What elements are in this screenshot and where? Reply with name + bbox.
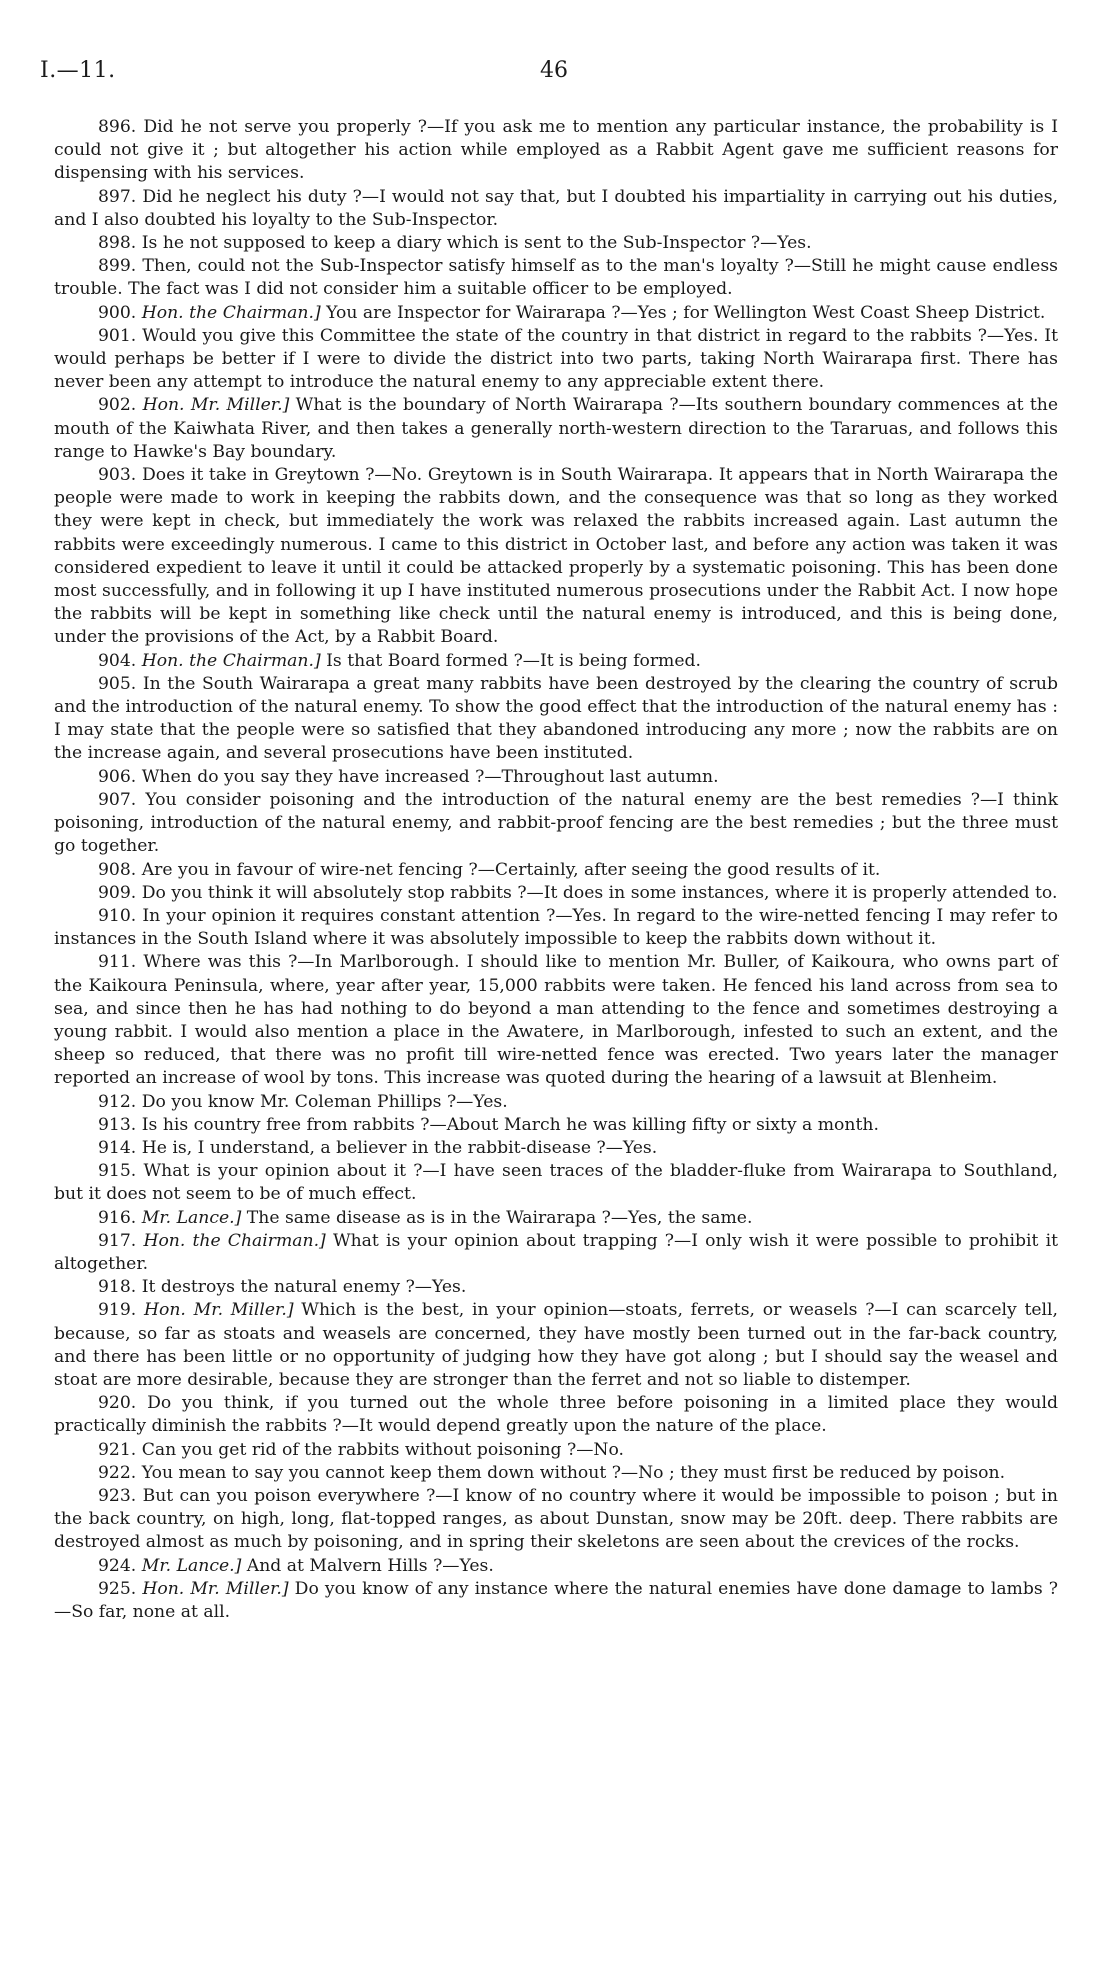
paragraph-text: Does it take in Greytown ?—No. Greytown is in South Wairarapa. It appears that in North Wairarapa the people were made to work in keeping the rabbits down, and the consequence was that so long as they worked they were kept in check, but immediately the work was relaxed the rabbits increased again. Last autumn the rabbits were exceedingly numerous. I came to this district in October last, and before any action was taken it was considered expedient to leave it until it could be attacked properly by a systematic poisoning. This has been done most successfully, and in following it up I have instituted numerous prosecutions under the Rabbit Act. I now hope the rabbits will be kept in something like check until the natural enemy is introduced, and this is being done, under the provisions of the Act, by a Rabbit Board. <box>54 465 1058 648</box>
paragraph-913 <box>54 1114 1058 1137</box>
paragraph-text: Is his country free from rabbits ?—About March he was killing fifty or sixty a month. <box>141 1114 879 1135</box>
question-number: 914. <box>98 1137 137 1158</box>
question-number: 912. <box>98 1091 137 1112</box>
paragraph-907 <box>54 789 1058 859</box>
paragraph-text: Are you in favour of wire-net fencing ?—Certainly, after seeing the good results of it. <box>141 859 881 880</box>
paragraph-922 <box>54 1462 1058 1485</box>
question-number: 920. <box>98 1393 137 1414</box>
paragraph-915 <box>54 1160 1058 1206</box>
paragraph-text: What is your opinion about trapping ?—I only wish it were possible to prohibit it altogether. <box>54 1230 1059 1274</box>
paragraph-text: And at Malvern Hills ?—Yes. <box>246 1555 494 1576</box>
paragraph-text: What is the boundary of North Wairarapa ?—Its southern boundary commences at the mouth of the Kaiwhata River, and then takes a generally north-western direction to the Tararuas, and follows this range to Hawke's Bay boundary. <box>54 395 1059 462</box>
paragraph-906 <box>54 766 1058 789</box>
paragraph-919 <box>54 1299 1058 1392</box>
document-reference: I.—11. <box>40 58 116 83</box>
speaker-label: Hon. the Chairman.] <box>143 1230 326 1251</box>
paragraph-924 <box>54 1555 1058 1578</box>
question-number: 899. <box>98 256 137 277</box>
question-number: 913. <box>98 1114 137 1135</box>
speaker-label: Hon. the Chairman.] <box>141 650 321 671</box>
paragraph-text: He is, I understand, a believer in the rabbit-disease ?—Yes. <box>141 1137 658 1158</box>
paragraph-912 <box>54 1091 1058 1114</box>
paragraph-916 <box>54 1207 1058 1230</box>
paragraph-911 <box>54 951 1058 1090</box>
paragraph-908 <box>54 859 1058 882</box>
paragraph-920 <box>54 1392 1058 1438</box>
question-number: 911. <box>98 952 137 973</box>
speaker-label: Mr. Lance.] <box>141 1555 242 1576</box>
question-number: 922. <box>98 1462 137 1483</box>
question-number: 921. <box>98 1439 137 1460</box>
paragraph-text: In your opinion it requires constant attention ?—Yes. In regard to the wire-netted fencing I may refer to instances in the South Island where it was absolutely impossible to keep the rabbits down without it. <box>54 905 1058 950</box>
paragraph-text: Do you know Mr. Coleman Phillips ?—Yes. <box>141 1091 508 1112</box>
paragraph-901 <box>54 325 1058 395</box>
paragraph-text: Did he neglect his duty ?—I would not say that, but I doubted his impartiality in carrying out his duties, and I also doubted his loyalty to the Sub-Inspector. <box>54 186 1058 230</box>
speaker-label: Hon. Mr. Miller.] <box>142 395 290 416</box>
paragraph-903 <box>54 464 1058 650</box>
speaker-label: Hon. Mr. Miller.] <box>144 1300 294 1321</box>
paragraph-text: But can you poison everywhere ?—I know of no country where it would be impossible to poison ; but in the back country, on high, long, flat-topped ranges, as about Dunstan, snow may be 20ft. deep. There rabbits are destroyed almost as much by poisoning, and in spring their skeletons are seen about the crevices of the rocks. <box>54 1485 1059 1553</box>
question-number: 901. <box>98 325 137 346</box>
paragraph-text: You consider poisoning and the introduction of the natural enemy are the best remedies ?—I think poisoning, introduction of the natural enemy, and rabbit-proof fencing are the best remedies ; but the three must go together. <box>54 789 1059 857</box>
evidence-text <box>54 116 1058 1624</box>
question-number: 898. <box>98 233 137 254</box>
paragraph-899 <box>54 255 1058 301</box>
paragraph-text: When do you say they have increased ?—Throughout last autumn. <box>141 766 719 787</box>
paragraph-text: Did he not serve you properly ?—If you ask me to mention any particular instance, the probability is I could not give it ; but altogether his action while employed as a Rabbit Agent gave me sufficient reasons for dispensing with his services. <box>54 117 1059 184</box>
paragraph-text: In the South Wairarapa a great many rabbits have been destroyed by the clearing the country of scrub and the introduction of the natural enemy. To show the good effect that the introduction of the natural enemy has : I may state that the people were so satisfied that they abandoned introducing any more ; now the rabbits are on the increase again, and several prosecutions have been instituted. <box>54 673 1058 764</box>
speaker-label: Hon. Mr. Miller.] <box>142 1578 289 1599</box>
paragraph-910 <box>54 905 1058 951</box>
paragraph-text: Which is the best, in your opinion—stoats, ferrets, or weasels ?—I can scarcely tell, because, so far as stoats and weasels are concerned, they have mostly been turned out in the far-back country, and there has been little or no opportunity of judging how they have got along ; but I should say the weasel and stoat are more desirable, because they are stronger than the ferret and not so liable to distemper. <box>54 1300 1059 1390</box>
paragraph-text: Is he not supposed to keep a diary which is sent to the Sub-Inspector ?—Yes. <box>141 233 812 254</box>
question-number: 925. <box>98 1578 137 1599</box>
paragraph-898 <box>54 232 1058 255</box>
speaker-label: Mr. Lance.] <box>141 1207 242 1228</box>
paragraph-text: Would you give this Committee the state of the country in that district in regard to the rabbits ?—Yes. It would perhaps be better if I were to divide the district into two parts, taking North Wairarapa first. There has never been any attempt to introduce the natural enemy to any appreciable extent there. <box>54 325 1058 393</box>
paragraph-918 <box>54 1276 1058 1299</box>
question-number: 908. <box>98 859 137 880</box>
paragraph-text: Do you think, if you turned out the whole three before poisoning in a limited place they would practically diminish the rabbits ?—It would depend greatly upon the nature of the place. <box>54 1393 1059 1437</box>
paragraph-text: The same disease as is in the Wairarapa ?—Yes, the same. <box>246 1207 753 1228</box>
paragraph-text: It destroys the natural enemy ?—Yes. <box>141 1277 467 1298</box>
question-number: 923. <box>98 1485 137 1506</box>
paragraph-897 <box>54 186 1058 232</box>
page-header <box>40 58 1074 88</box>
paragraph-905 <box>54 673 1058 766</box>
paragraph-914 <box>54 1137 1058 1160</box>
paragraph-text: Do you know of any instance where the natural enemies have done damage to lambs ?—So far, none at all. <box>54 1578 1058 1622</box>
question-number: 905. <box>98 673 137 694</box>
question-number: 896. <box>98 117 137 137</box>
question-number: 910. <box>98 905 137 926</box>
paragraph-917 <box>54 1230 1058 1276</box>
question-number: 915. <box>98 1161 137 1182</box>
paragraph-896 <box>54 116 1058 186</box>
page-number: 46 <box>540 58 568 83</box>
question-number: 904. <box>98 650 137 671</box>
paragraph-text: Then, could not the Sub-Inspector satisfy himself as to the man's loyalty ?—Still he might cause endless trouble. The fact was I did not consider him a suitable officer to be employed. <box>54 256 1058 300</box>
paragraph-text: Is that Board formed ?—It is being formed. <box>326 650 701 671</box>
paragraph-902 <box>54 394 1058 464</box>
speaker-label: Hon. the Chairman.] <box>141 302 321 323</box>
paragraph-904 <box>54 650 1058 673</box>
question-number: 917. <box>98 1230 137 1251</box>
question-number: 919. <box>98 1300 137 1321</box>
question-number: 916. <box>98 1207 137 1228</box>
question-number: 900. <box>98 302 137 323</box>
paragraph-923 <box>54 1485 1058 1555</box>
question-number: 924. <box>98 1555 137 1576</box>
paragraph-909 <box>54 882 1058 905</box>
paragraph-925 <box>54 1578 1058 1624</box>
question-number: 902. <box>98 395 137 416</box>
paragraph-900 <box>54 302 1058 325</box>
paragraph-text: What is your opinion about it ?—I have seen traces of the bladder-fluke from Wairarapa to Southland, but it does not seem to be of much effect. <box>54 1161 1058 1205</box>
paragraph-text: You are Inspector for Wairarapa ?—Yes ; for Wellington West Coast Sheep District. <box>326 302 1046 323</box>
question-number: 903. <box>98 465 137 486</box>
paragraph-text: Where was this ?—In Marlborough. I should like to mention Mr. Buller, of Kaikoura, who owns part of the Kaikoura Peninsula, where, year after year, 15,000 rabbits were taken. He fenced his land across from sea to sea, and since then he has had nothing to do beyond a man attending to the fence and sometimes destroying a young rabbit. I would also mention a place in the Awatere, in Marlborough, infested to such an extent, and the sheep so reduced, that there was no profit till wire-netted fence was erected. Two years later the manager reported an increase of wool by tons. This increase was quoted during the hearing of a lawsuit at Blenheim. <box>54 952 1058 1089</box>
question-number: 909. <box>98 882 137 903</box>
question-number: 918. <box>98 1277 137 1298</box>
paragraph-text: Do you think it will absolutely stop rabbits ?—It does in some instances, where it is properly attended to. <box>141 882 1058 903</box>
paragraph-text: Can you get rid of the rabbits without poisoning ?—No. <box>141 1439 624 1460</box>
paragraph-921 <box>54 1439 1058 1462</box>
question-number: 906. <box>98 766 137 787</box>
question-number: 907. <box>98 789 137 810</box>
question-number: 897. <box>98 186 137 207</box>
paragraph-text: You mean to say you cannot keep them down without ?—No ; they must first be reduced by poison. <box>141 1462 1006 1483</box>
